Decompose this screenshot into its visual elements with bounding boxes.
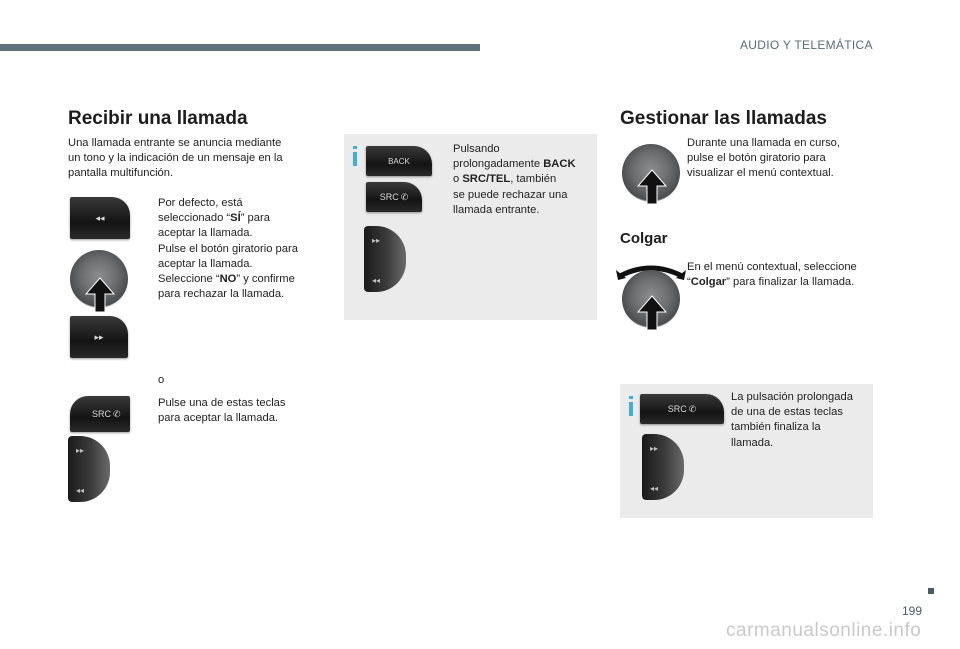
- stalk-up-icon: ▸▸: [372, 236, 381, 245]
- text-fragment: ” para: [240, 212, 270, 225]
- text-line: Pulsando: [453, 143, 500, 155]
- text-line: aceptar la llamada.: [158, 257, 253, 270]
- text-line: para aceptar la llamada.: [158, 412, 279, 425]
- back-key: [366, 146, 432, 176]
- text-line: En el menú contextual, seleccione: [687, 261, 857, 273]
- stalk-down-icon: ◂◂: [372, 276, 381, 285]
- text-line: Durante una llamada en curso,: [687, 137, 840, 149]
- next-icon: ▸▸: [94, 331, 104, 342]
- phone-icon: ✆: [113, 408, 121, 419]
- stalk-down-icon: ◂◂: [650, 484, 659, 493]
- press-arrow-icon: [84, 276, 116, 314]
- text-fragment: Seleccione “: [158, 273, 220, 286]
- page-number: 199: [902, 604, 923, 618]
- info-badge: [350, 146, 360, 166]
- src-tel-key: [640, 394, 724, 424]
- text-line: se puede rechazar una: [453, 188, 568, 201]
- text-fragment: ” para finalizar la llamada.: [726, 276, 855, 289]
- text-line: de una de estas teclas: [731, 406, 843, 419]
- src-tel-key: [366, 182, 422, 212]
- text-line: llamada.: [731, 436, 774, 449]
- page-marker: [928, 588, 934, 594]
- text-fragment: seleccionado “: [158, 212, 231, 225]
- press-arrow-icon: [636, 168, 668, 206]
- text-line: para rechazar la llamada.: [158, 288, 285, 301]
- info-icon: [626, 396, 636, 416]
- text-line: visualizar el menú contextual.: [687, 167, 834, 180]
- text-line: La pulsación prolongada: [731, 391, 853, 403]
- text-line: Por defecto, está: [158, 197, 243, 209]
- section-header: AUDIO Y TELEMÁTICA: [740, 38, 873, 52]
- next-key: [70, 316, 128, 358]
- watermark: carmanualsonline.info: [726, 620, 922, 641]
- text-fragment: o: [453, 173, 463, 186]
- text-fragment: , también: [510, 173, 557, 186]
- text-line: Pulse una de estas teclas: [158, 397, 286, 409]
- src-highlight: SRC/TEL: [462, 173, 511, 186]
- back-highlight: BACK: [543, 158, 576, 171]
- receive-call-intro: [68, 136, 328, 182]
- text-fragment: “: [687, 276, 691, 289]
- phone-icon: ✆: [688, 403, 697, 414]
- text-line: también finaliza la: [731, 421, 821, 434]
- hangup-title: Colgar: [620, 230, 668, 247]
- prev-icon: ◂◂: [95, 212, 105, 223]
- keys-text: [158, 396, 318, 426]
- reject-text: [453, 142, 593, 218]
- src-tel-key: [70, 396, 130, 432]
- manage-text: [687, 136, 867, 182]
- or-text: o: [158, 374, 165, 386]
- src-label: SRC: [379, 192, 399, 202]
- text-line: aceptar la llamada.: [158, 227, 253, 240]
- intro-line: Una llamada entrante se anuncia mediante: [68, 137, 282, 149]
- stalk-down-icon: ◂◂: [76, 486, 85, 495]
- default-text: [158, 196, 318, 302]
- steering-stalk: [68, 436, 110, 502]
- hangup-text: [687, 260, 877, 290]
- press-arrow-icon: [636, 294, 668, 332]
- stalk-up-icon: ▸▸: [650, 444, 659, 453]
- info-badge: [626, 396, 636, 416]
- hangup-option: Colgar: [690, 276, 727, 289]
- src-label: SRC: [92, 409, 112, 419]
- text-line: llamada entrante.: [453, 203, 540, 216]
- info-icon: [350, 146, 360, 166]
- intro-line: un tono y la indicación de un mensaje en la: [68, 152, 283, 165]
- yes-option: SÍ: [230, 212, 241, 225]
- no-option: NO: [219, 273, 237, 286]
- receive-call-title: Recibir una llamada: [68, 108, 248, 129]
- text-line: Pulse el botón giratorio para: [158, 242, 298, 255]
- text-fragment: prolongadamente: [453, 158, 544, 171]
- prev-key: [70, 197, 130, 239]
- hangup-info-text: [731, 390, 869, 451]
- text-fragment: ” y confirme: [236, 273, 295, 286]
- phone-icon: ✆: [400, 191, 409, 202]
- src-label: SRC: [667, 404, 687, 414]
- manage-calls-title: Gestionar las llamadas: [620, 108, 827, 129]
- intro-line: pantalla multifunción.: [68, 167, 174, 180]
- section-bar: [0, 44, 480, 51]
- stalk-up-icon: ▸▸: [76, 446, 85, 455]
- back-label: BACK: [388, 156, 410, 166]
- text-line: pulse el botón giratorio para: [687, 152, 826, 165]
